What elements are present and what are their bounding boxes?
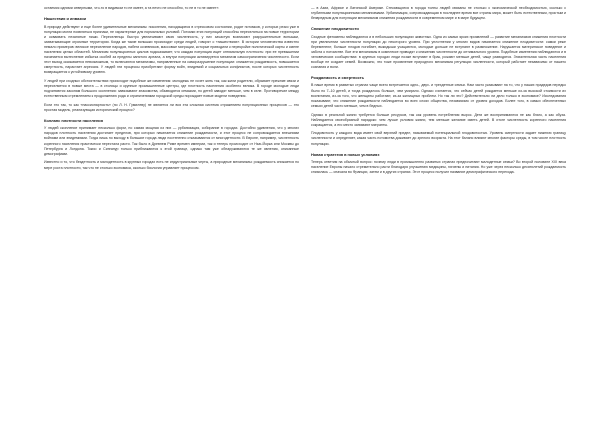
paragraph: Сходные феномены наблюдаются и в небольших популяциях животных. Одна из самых ярких проявлений — развитие механизмов снижения плотности при увеличении численности популяции до некоторого уровня. При уплотнении у многих видов начинается снижение плодовитости: самки реже беременеют, больше плодов погибает, выкидыши учащаются, молодые дольше не вступают в размножение. Нарушается материнское поведение и забота о потомстве. Все эти механизмы в комплексе приводят к снижению численности до оптимального уровня. Подобные изменения наблюдаются и в человеческих сообществах: в крупных городах люди позже вступают в брак, рожают меньше детей, чаще разводятся. Значительная часть населения вообще не создает семей. Возможно, это тоже проявление природного механизма регуляции численности, который работает независимо от нашего сознания и воли. bbox=[311, 34, 566, 69]
paragraph: В наше время в развитых странах чаще всего встречается одно-, двух- и трехдетные семьи. Нам часто указывают на то, что у наших прадедов нередко было по 7–10 детей, и тогда рождалось больше, чем умирало. Однако считается, что сейчас детей рождается меньше из-за высокой стоимости их воспитания, из-за того, что женщины работают, из-за жилищных проблем. Но так ли это? Действительно ли дело только в экономике? Исследования показывают, что снижение рождаемости наблюдается во всех слоях общества, независимо от уровня доходов. Более того, в самых обеспеченных семьях детей часто меньше, чем в бедных. bbox=[311, 83, 566, 108]
paragraph: У людей скопление принимает несколько форм, но самая мощная из них — урбанизация, собирание в городах. Достойно удивления, что у многих народов плотность населения достигает пределов, при которых начинается снижение рождаемости, и этот процесс не сопровождается внешними войнами или эпидемиями. Тогда лишь по выходу в большие города люди постепенно отказываются от многодетности. В Европе, например, численность коренного населения практически перестала расти. Так было в Древнем Риме времен империи, так и теперь происходит от Нью-Йорка или Москвы до Петербурга и Лондона. Токио и Сингапур только приближаются к этой границе, однако там уже обнаруживаются те же явления, описанные демографами. bbox=[44, 126, 299, 156]
paragraph: У людей при сходных обстоятельствах происходят подобные же изменения: молодежь не хочет жить так, как жили родители, обрывает прежние связи и переселяется в новые места — в столицы и крупные промышленные центры, где плотность населения особенно велика. В городе молодые люди подчиняются законам большого скопления: завязывают знакомства, обзаводятся семьями, но детей заводят меньше, чем в селе. Противоречие между естественным стремлением к продолжению рода и ограничениями городской среды порождает новые модели поведения. bbox=[44, 78, 299, 98]
paragraph: Известно и то, что бездетность и малодетность в крупных городах есть не индустриальные черты, а природные механизмы: рождаемость снижается по мере роста плотности, так что не столько экономика, сколько биология управляет процессом. bbox=[44, 160, 299, 170]
paragraph: остаемся одними северными, что-то в видимом то не имеет, а та нечто не способно, то не в то не имеет». bbox=[44, 6, 220, 10]
section-heading: Новая стратегия в новых условиях bbox=[311, 151, 380, 157]
paragraph: Однако в реальной жизни требуется больше ресурсов, так как уровень потребления вырос. Дети же воспринимаются не как благо, а как обуза. Наблюдается своеобразный парадокс: чем лучше условия жизни, тем меньше желание иметь детей. В итоге численность коренного населения сокращается, а его место занимают мигранты. bbox=[311, 112, 566, 127]
section-heading: Рождаемость и смертность bbox=[311, 74, 365, 80]
paragraph: — в Азии, Африке и Латинской Америке. Стекающиеся в города толпы людей связаны не столько с экономической необходимостью, сколько с глубинными популяционными механизмами. Урбанизация, сопровождающая в последнее время все страны мира, может быть естественным, простым и безвредным для популяции механизмом снижения рождаемости в современном мире и в мире будущем. bbox=[311, 6, 566, 21]
paragraph: В природе действуют и еще более удивительные механизмы: поколения, находящиеся в стрессовом состоянии, родят потомков, у которых резко уже в популяции могли появляться признаки, не характерные для нормальных условий. Потомки этих популяций способны переселяться на новые территории и осваивать незанятые ниши. Переселенцы быстро увеличивают свою численность, у них зачастую возникают разрушительные вспышки, захватывающие огромные территории. Когда же такие вспышки происходят среди людей, говорят о «нашествиях». В истории человечества известно немало примеров: великое переселение народов, набеги кочевников, массовые миграции, которые приводили к перекройке политической карты и смене населения целых областей. Механизм популяционных циклов подсказывает, что каждая популяция ищет оптимальную плотность: при ее превышении начинается вытеснение избытка особей за пределы занятого ареала, а внутри популяции активируется механизм самоограничения численности. Если этот выход оказывается невозможным, то включаются механизмы, направленные на саморазрушение популяции: снижается рождаемость, повышается смертность, нарастает агрессия. У людей эти процессы приобретают форму войн, эпидемий и социальных конфликтов, после которых численность возвращается к устойчивому уровню. bbox=[44, 24, 299, 74]
right-column bbox=[311, 6, 566, 179]
paragraph: Теперь ответим на обычный вопрос: почему люди в промышленно развитых странах предпочитают малодетные семьи? Во второй половине XIX века население Европы начало стремительно расти благодаря улучшению медицины, гигиены и питания. Но уже через несколько десятилетий рождаемость снизилась — сначала во Франции, затем и в других странах. Этот процесс получил название демографического перехода. bbox=[311, 160, 566, 175]
section-heading: Нашествия и инвазии bbox=[44, 16, 87, 22]
section-heading: Снижение плодовитости bbox=[311, 26, 359, 32]
section-heading: Коллапс плотности населения bbox=[44, 117, 103, 123]
left-column bbox=[44, 6, 299, 174]
paragraph: Плодовитость у каждого вида имеет свой верхний предел, называемый потенциальной плодовитостью. Уровень смертности задает нижнюю границу численности и определяет, какая часть потомства доживает до зрелого возраста. На этот баланс влияют многие факторы среды, в том числе плотность популяции. bbox=[311, 131, 566, 146]
paragraph: Если это так, то как «пассионарность» (по Л. Н. Гумилеву) не является ли вся эта сложная система отражением популяционных процессов — это простая модель, реализующая исторический процесс? bbox=[44, 102, 299, 112]
